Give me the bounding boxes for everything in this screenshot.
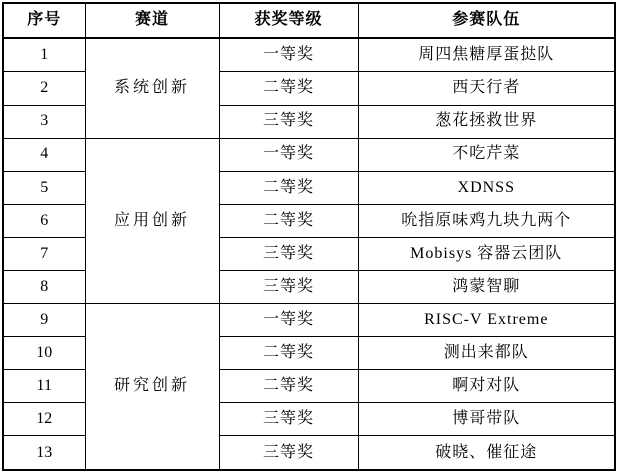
award-cell: 二等奖	[219, 72, 358, 105]
table-row	[3, 38, 615, 72]
team-cell: 鸿蒙智聊	[358, 271, 615, 304]
column-header-serial: 序号	[3, 3, 85, 38]
award-cell: 二等奖	[219, 171, 358, 204]
column-header-award: 获奖等级	[219, 3, 358, 38]
award-cell: 三等奖	[219, 436, 358, 470]
award-cell: 一等奖	[219, 304, 358, 337]
team-cell: XDNSS	[358, 171, 615, 204]
award-cell: 三等奖	[219, 237, 358, 270]
table-row	[3, 138, 615, 171]
team-cell: 吮指原味鸡九块九两个	[358, 204, 615, 237]
serial-cell: 12	[3, 403, 85, 436]
team-cell: 博哥带队	[358, 403, 615, 436]
column-header-team: 参赛队伍	[358, 3, 615, 38]
column-header-track: 赛道	[85, 3, 219, 38]
award-cell: 三等奖	[219, 105, 358, 138]
award-cell: 二等奖	[219, 204, 358, 237]
award-table	[2, 2, 616, 471]
serial-cell: 2	[3, 72, 85, 105]
track-cell: 应用创新	[85, 138, 219, 303]
team-cell: 葱花拯救世界	[358, 105, 615, 138]
serial-cell: 9	[3, 304, 85, 337]
serial-cell: 3	[3, 105, 85, 138]
team-cell: 啊对对队	[358, 370, 615, 403]
award-cell: 三等奖	[219, 403, 358, 436]
table-row	[3, 304, 615, 337]
serial-cell: 11	[3, 370, 85, 403]
serial-cell: 6	[3, 204, 85, 237]
team-cell: Mobisys 容器云团队	[358, 237, 615, 270]
team-cell: 西天行者	[358, 72, 615, 105]
award-cell: 一等奖	[219, 138, 358, 171]
serial-cell: 10	[3, 337, 85, 370]
serial-cell: 4	[3, 138, 85, 171]
team-cell: 测出来都队	[358, 337, 615, 370]
award-cell: 三等奖	[219, 271, 358, 304]
serial-cell: 8	[3, 271, 85, 304]
serial-cell: 7	[3, 237, 85, 270]
serial-cell: 13	[3, 436, 85, 470]
team-cell: 周四焦糖厚蛋挞队	[358, 38, 615, 72]
award-cell: 一等奖	[219, 38, 358, 72]
serial-cell: 1	[3, 38, 85, 72]
team-cell: 不吃芹菜	[358, 138, 615, 171]
serial-cell: 5	[3, 171, 85, 204]
team-cell: 破晓、催征途	[358, 436, 615, 470]
track-cell: 系统创新	[85, 38, 219, 138]
track-cell: 研究创新	[85, 304, 219, 470]
table-header-row	[3, 3, 615, 38]
award-cell: 二等奖	[219, 337, 358, 370]
team-cell: RISC-V Extreme	[358, 304, 615, 337]
award-cell: 二等奖	[219, 370, 358, 403]
